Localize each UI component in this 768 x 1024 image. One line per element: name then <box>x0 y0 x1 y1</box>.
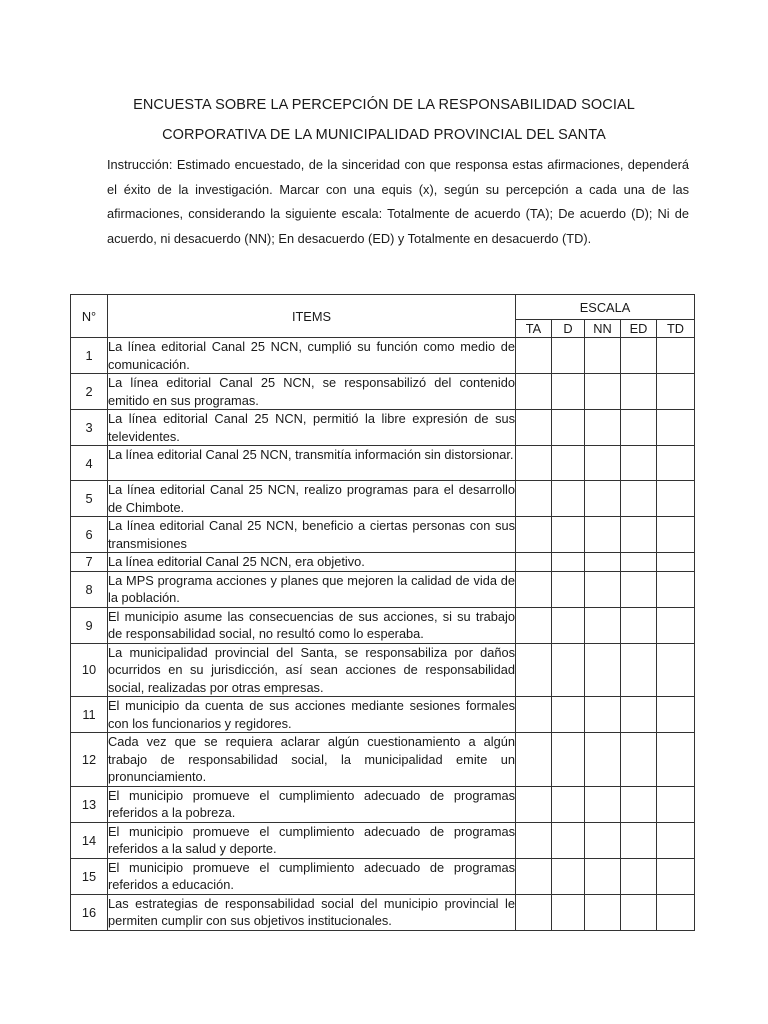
answer-cell-ed[interactable] <box>621 643 657 697</box>
answer-cell-ed[interactable] <box>621 733 657 787</box>
table-row <box>71 553 695 572</box>
answer-cell-ed[interactable] <box>621 822 657 858</box>
answer-cell-ed[interactable] <box>621 410 657 446</box>
item-number: 3 <box>71 410 108 446</box>
answer-cell-nn[interactable] <box>585 733 621 787</box>
table-row <box>71 822 695 858</box>
table-row <box>71 786 695 822</box>
item-text: El municipio asume las consecuencias de sus acciones, si su trabajo de responsabilidad social, no resultó como lo esperaba. <box>108 608 515 641</box>
item-text: Las estrategias de responsabilidad social del municipio provincial le permiten cumplir con sus objetivos institucionales. <box>108 895 515 928</box>
answer-cell-td[interactable] <box>657 697 695 733</box>
answer-cell-td[interactable] <box>657 858 695 894</box>
answer-cell-nn[interactable] <box>585 481 621 517</box>
answer-cell-ta[interactable] <box>516 822 552 858</box>
answer-cell-ta[interactable] <box>516 410 552 446</box>
answer-cell-ed[interactable] <box>621 338 657 374</box>
answer-cell-ta[interactable] <box>516 553 552 572</box>
item-text: El municipio promueve el cumplimiento adecuado de programas referidos a la pobreza. <box>108 787 515 820</box>
item-text: La línea editorial Canal 25 NCN, realizo programas para el desarrollo de Chimbote. <box>108 482 515 515</box>
answer-cell-nn[interactable] <box>585 697 621 733</box>
item-number: 12 <box>71 733 108 787</box>
answer-cell-d[interactable] <box>552 894 585 930</box>
item-text: La línea editorial Canal 25 NCN, cumplió su función como medio de comunicación. <box>108 339 515 372</box>
answer-cell-ed[interactable] <box>621 571 657 607</box>
item-text: El municipio promueve el cumplimiento adecuado de programas referidos a educación. <box>108 859 515 892</box>
answer-cell-nn[interactable] <box>585 338 621 374</box>
answer-cell-ta[interactable] <box>516 607 552 643</box>
answer-cell-d[interactable] <box>552 858 585 894</box>
item-number: 8 <box>71 571 108 607</box>
item-text: La línea editorial Canal 25 NCN, era objetivo. <box>108 553 516 572</box>
answer-cell-d[interactable] <box>552 643 585 697</box>
answer-cell-nn[interactable] <box>585 894 621 930</box>
answer-cell-nn[interactable] <box>585 822 621 858</box>
answer-cell-ta[interactable] <box>516 697 552 733</box>
answer-cell-ta[interactable] <box>516 446 552 481</box>
answer-cell-ed[interactable] <box>621 858 657 894</box>
answer-cell-ed[interactable] <box>621 517 657 553</box>
answer-cell-d[interactable] <box>552 338 585 374</box>
table-row <box>71 481 695 517</box>
item-text: La MPS programa acciones y planes que mejoren la calidad de vida de la población. <box>108 572 515 605</box>
answer-cell-ed[interactable] <box>621 481 657 517</box>
answer-cell-d[interactable] <box>552 410 585 446</box>
item-number: 16 <box>71 894 108 930</box>
answer-cell-td[interactable] <box>657 822 695 858</box>
title-line-1: ENCUESTA SOBRE LA PERCEPCIÓN DE LA RESPONSABILIDAD SOCIAL <box>133 97 635 113</box>
scale-header-td: TD <box>657 320 695 338</box>
answer-cell-td[interactable] <box>657 553 695 572</box>
item-number: 15 <box>71 858 108 894</box>
answer-cell-ta[interactable] <box>516 858 552 894</box>
answer-cell-ed[interactable] <box>621 607 657 643</box>
header-scale: ESCALA <box>516 295 695 320</box>
table-row <box>71 338 695 374</box>
answer-cell-nn[interactable] <box>585 410 621 446</box>
answer-cell-ta[interactable] <box>516 338 552 374</box>
answer-cell-ta[interactable] <box>516 643 552 697</box>
title-line-2: CORPORATIVA DE LA MUNICIPALIDAD PROVINCIAL DEL SANTA <box>162 127 606 143</box>
answer-cell-ta[interactable] <box>516 481 552 517</box>
answer-cell-ed[interactable] <box>621 786 657 822</box>
answer-cell-nn[interactable] <box>585 553 621 572</box>
answer-cell-nn[interactable] <box>585 517 621 553</box>
survey-table <box>70 294 695 931</box>
item-text: La línea editorial Canal 25 NCN, beneficio a ciertas personas con sus transmisiones <box>108 518 515 551</box>
table-row <box>71 446 695 481</box>
header-number: N° <box>71 295 108 338</box>
answer-cell-ta[interactable] <box>516 786 552 822</box>
item-text: La línea editorial Canal 25 NCN, permitió la libre expresión de sus televidentes. <box>108 411 515 444</box>
answer-cell-td[interactable] <box>657 374 695 410</box>
answer-cell-td[interactable] <box>657 894 695 930</box>
answer-cell-d[interactable] <box>552 374 585 410</box>
item-number: 1 <box>71 338 108 374</box>
answer-cell-td[interactable] <box>657 643 695 697</box>
header-items: ITEMS <box>108 295 516 338</box>
item-text: El municipio promueve el cumplimiento adecuado de programas referidos a la salud y deporte. <box>108 823 515 856</box>
item-text: Cada vez que se requiera aclarar algún cuestionamiento a algún trabajo de responsabilidad social, la municipalidad emite un pronunciamiento. <box>108 734 515 784</box>
answer-cell-ed[interactable] <box>621 446 657 481</box>
answer-cell-td[interactable] <box>657 410 695 446</box>
answer-cell-ed[interactable] <box>621 374 657 410</box>
answer-cell-nn[interactable] <box>585 571 621 607</box>
scale-header-nn: NN <box>585 320 621 338</box>
item-text: La línea editorial Canal 25 NCN, se responsabilizó del contenido emitido en sus programas. <box>108 375 515 408</box>
item-text: El municipio da cuenta de sus acciones mediante sesiones formales con los funcionarios y regidores. <box>108 698 515 731</box>
item-number: 4 <box>71 446 108 481</box>
answer-cell-d[interactable] <box>552 822 585 858</box>
item-number: 9 <box>71 607 108 643</box>
answer-cell-nn[interactable] <box>585 643 621 697</box>
answer-cell-td[interactable] <box>657 338 695 374</box>
answer-cell-d[interactable] <box>552 481 585 517</box>
answer-cell-ed[interactable] <box>621 697 657 733</box>
answer-cell-d[interactable] <box>552 517 585 553</box>
answer-cell-ta[interactable] <box>516 517 552 553</box>
answer-cell-nn[interactable] <box>585 374 621 410</box>
answer-cell-td[interactable] <box>657 517 695 553</box>
answer-cell-td[interactable] <box>657 481 695 517</box>
item-number: 7 <box>71 553 108 572</box>
answer-cell-nn[interactable] <box>585 786 621 822</box>
answer-cell-ta[interactable] <box>516 733 552 787</box>
table-row <box>71 410 695 446</box>
answer-cell-d[interactable] <box>552 786 585 822</box>
answer-cell-nn[interactable] <box>585 446 621 481</box>
item-number: 11 <box>71 697 108 733</box>
item-number: 6 <box>71 517 108 553</box>
answer-cell-nn[interactable] <box>585 607 621 643</box>
answer-cell-td[interactable] <box>657 786 695 822</box>
table-row <box>71 697 695 733</box>
answer-cell-ta[interactable] <box>516 571 552 607</box>
table-row <box>71 374 695 410</box>
answer-cell-td[interactable] <box>657 446 695 481</box>
item-text: La municipalidad provincial del Santa, se responsabiliza por daños ocurridos en su jurisdicción, así sean acciones de responsabilidad social, realizadas por otras empresas. <box>108 644 515 695</box>
item-text: La línea editorial Canal 25 NCN, transmitía información sin distorsionar. <box>108 446 516 481</box>
item-number: 5 <box>71 481 108 517</box>
answer-cell-d[interactable] <box>552 607 585 643</box>
document-title <box>0 90 768 150</box>
table-row <box>71 894 695 930</box>
answer-cell-ta[interactable] <box>516 894 552 930</box>
answer-cell-d[interactable] <box>552 697 585 733</box>
scale-header-d: D <box>552 320 585 338</box>
answer-cell-ed[interactable] <box>621 553 657 572</box>
item-number: 13 <box>71 786 108 822</box>
table-row <box>71 643 695 697</box>
answer-cell-td[interactable] <box>657 733 695 787</box>
table-row <box>71 571 695 607</box>
scale-header-ed: ED <box>621 320 657 338</box>
answer-cell-nn[interactable] <box>585 858 621 894</box>
answer-cell-d[interactable] <box>552 571 585 607</box>
table-row <box>71 517 695 553</box>
answer-cell-d[interactable] <box>552 553 585 572</box>
answer-cell-ta[interactable] <box>516 374 552 410</box>
answer-cell-d[interactable] <box>552 446 585 481</box>
table-row <box>71 607 695 643</box>
item-number: 14 <box>71 822 108 858</box>
item-number: 2 <box>71 374 108 410</box>
instruction-paragraph: Instrucción: Estimado encuestado, de la sinceridad con que responsa estas afirmaciones, dependerá el éxito de la investigación. Marcar con una equis (x), según su percepción a cada una de las afirmaciones, considerando la siguiente escala: Totalmente de acuerdo (TA); De acuerdo (D); Ni de acuerdo, ni desacuerdo (NN); En desacuerdo (ED) y Totalmente en desacuerdo (TD). <box>107 157 689 246</box>
answer-cell-td[interactable] <box>657 571 695 607</box>
table-row <box>71 858 695 894</box>
answer-cell-td[interactable] <box>657 607 695 643</box>
answer-cell-d[interactable] <box>552 733 585 787</box>
item-number: 10 <box>71 643 108 697</box>
table-row <box>71 733 695 787</box>
answer-cell-ed[interactable] <box>621 894 657 930</box>
scale-header-ta: TA <box>516 320 552 338</box>
